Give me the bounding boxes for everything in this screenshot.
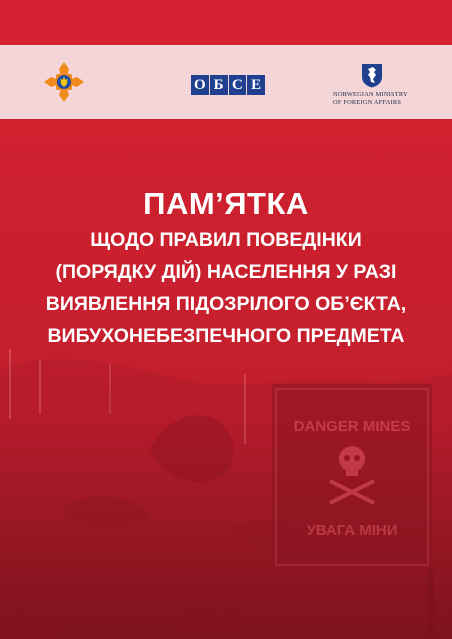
- osce-letter: Е: [247, 75, 265, 95]
- emergency-service-cross-icon: [43, 61, 85, 103]
- osce-letter: Б: [210, 75, 228, 95]
- cover-subtitle-line: ЩОДО ПРАВИЛ ПОВЕДІНКИ: [90, 229, 362, 251]
- norway-ministry-text: [333, 91, 423, 106]
- norway-ministry-logo: [333, 63, 423, 109]
- cover-subtitle-line: ВИЯВЛЕННЯ ПІДОЗРІЛОГО ОБ’ЄКТА,: [45, 293, 407, 315]
- sign-bottom-text: УВАГА МІНИ: [306, 522, 398, 539]
- osce-letter: О: [191, 75, 209, 95]
- osce-logo: [191, 75, 265, 95]
- norway-line: NORWEGIAN MINISTRY: [333, 91, 408, 98]
- norway-line: OF FOREIGN AFFAIRS: [333, 98, 402, 106]
- cover-title: ПАМ’ЯТКА: [143, 186, 309, 221]
- sign-top-text: DANGER MINES: [293, 418, 411, 435]
- cover-subtitle-line: (ПОРЯДКУ ДІЙ) НАСЕЛЕННЯ У РАЗІ: [55, 261, 397, 283]
- cover-title-block: [0, 184, 452, 352]
- top-red-band: [0, 0, 452, 45]
- osce-letter: С: [229, 75, 247, 95]
- norway-lion-shield-icon: [361, 63, 383, 88]
- cover-subtitle-line: ВИБУХОНЕБЕЗПЕЧНОГО ПРЕДМЕТА: [47, 325, 405, 347]
